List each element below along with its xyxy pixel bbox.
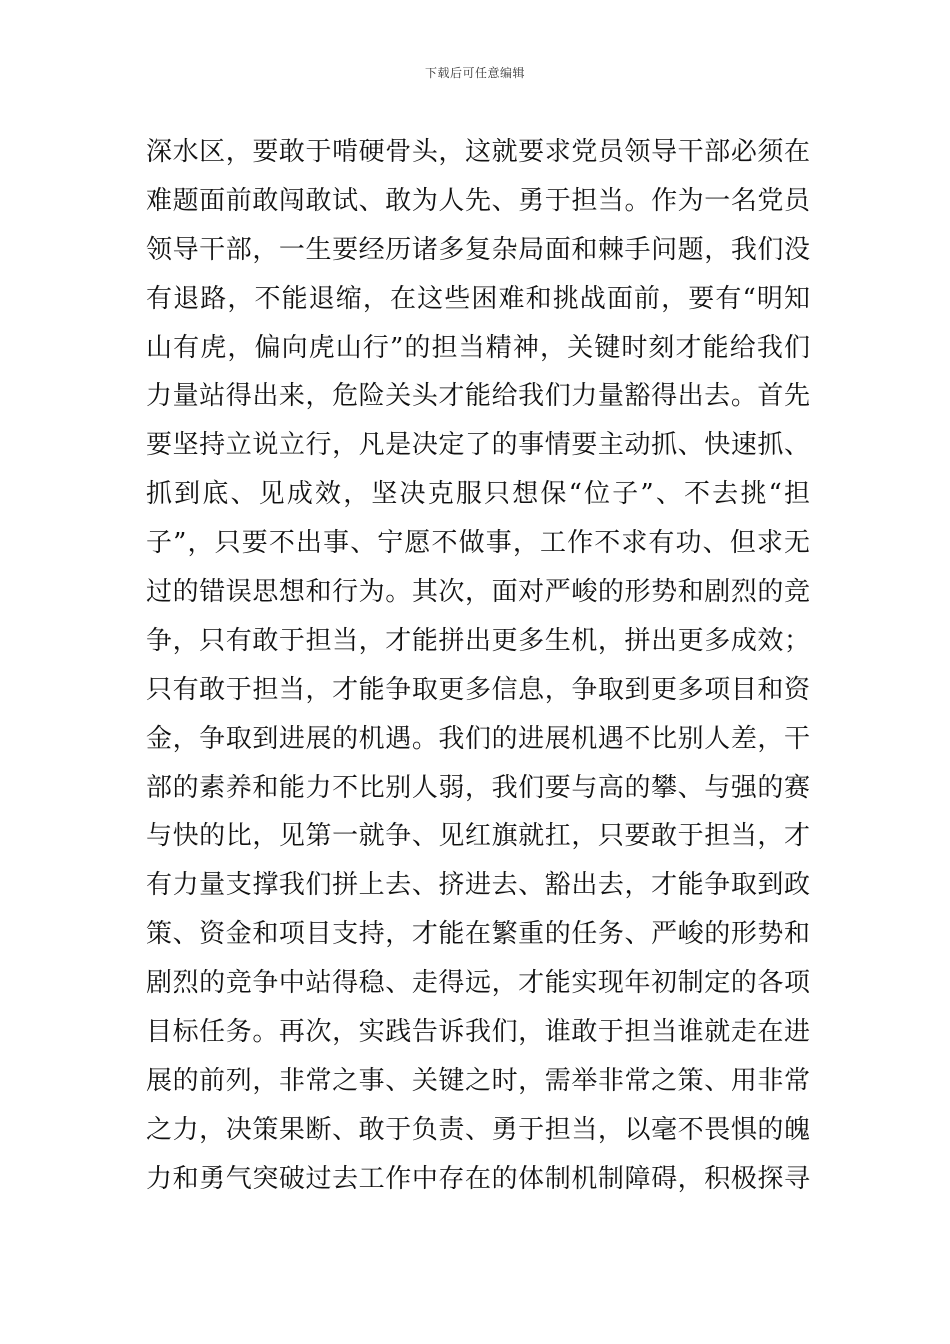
text-line: 策、资金和项目支持，才能在繁重的任务、严峻的形势和 — [146, 919, 810, 950]
body-paragraph — [146, 128, 810, 1204]
text-line: 要坚持立说立行，凡是决定了的事情要主动抓、快速抓、 — [146, 430, 810, 461]
text-line: 剧烈的竞争中站得稳、走得远，才能实现年初制定的各项 — [146, 968, 810, 999]
text-line: 力量站得出来，危险关头才能给我们力量豁得出去。首先 — [146, 381, 810, 412]
text-line: 有力量支撑我们拼上去、挤进去、豁出去，才能争取到政 — [146, 870, 810, 901]
text-line: 领导干部，一生要经历诸多复杂局面和棘手问题，我们没 — [146, 234, 810, 265]
text-line: 只有敢于担当，才能争取更多信息，争取到更多项目和资 — [146, 674, 810, 705]
text-line: 金，争取到进展的机遇。我们的进展机遇不比别人差，干 — [146, 723, 810, 754]
text-line: 深水区，要敢于啃硬骨头，这就要求党员领导干部必须在 — [146, 137, 810, 167]
text-line: 抓到底、见成效，坚决克服只想保“位子”、不去挑“担 — [146, 479, 810, 510]
text-line: 子”，只要不出事、宁愿不做事，工作不求有功、但求无 — [146, 528, 810, 559]
page-header: 下载后可任意编辑 — [424, 66, 525, 80]
text-line: 部的素养和能力不比别人弱，我们要与高的攀、与强的赛 — [146, 772, 810, 803]
text-line: 之力，决策果断、敢于负责、勇于担当，以毫不畏惧的魄 — [146, 1114, 810, 1145]
text-line: 力和勇气突破过去工作中存在的体制机制障碍，积极探寻 — [146, 1163, 810, 1194]
text-line: 与快的比，见第一就争、见红旗就扛，只要敢于担当，才 — [146, 821, 810, 852]
text-line: 难题面前敢闯敢试、敢为人先、勇于担当。作为一名党员 — [146, 185, 810, 216]
text-line: 山有虎，偏向虎山行”的担当精神，关键时刻才能给我们 — [146, 332, 810, 363]
text-line: 展的前列，非常之事、关键之时，需举非常之策、用非常 — [146, 1065, 810, 1096]
text-line: 有退路，不能退缩，在这些困难和挑战面前，要有“明知 — [146, 283, 810, 314]
text-line: 目标任务。再次，实践告诉我们，谁敢于担当谁就走在进 — [146, 1017, 810, 1048]
text-line: 过的错误思想和行为。其次，面对严峻的形势和剧烈的竞 — [146, 577, 810, 608]
text-line: 争，只有敢于担当，才能拼出更多生机，拼出更多成效； — [146, 625, 810, 656]
